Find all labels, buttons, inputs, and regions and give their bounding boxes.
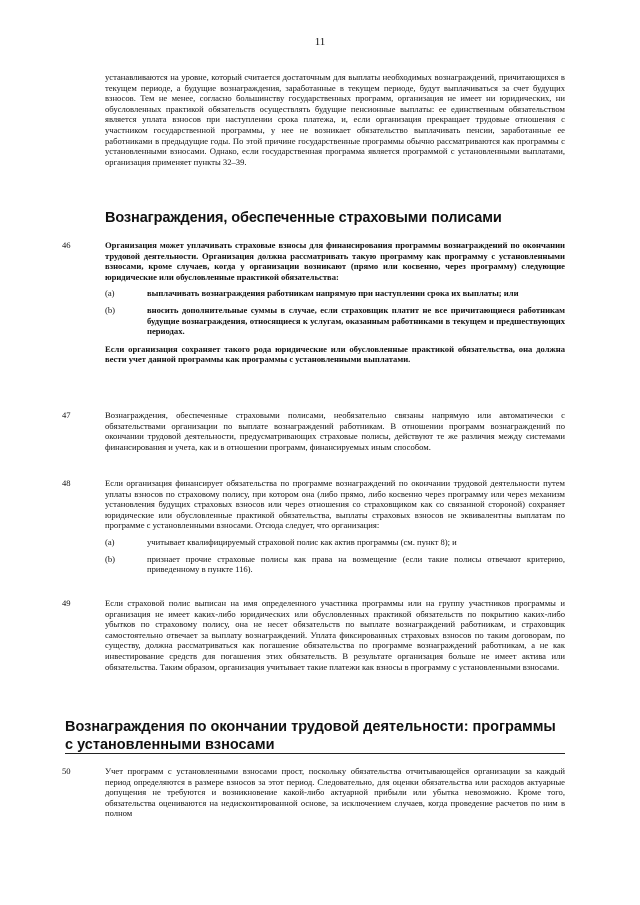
- paragraph-number: 50: [62, 766, 71, 776]
- paragraph-text: Если организация финансирует обязательства по программе вознаграждений по окончании трудовой деятельности путем уплаты взносов по страховому полису, при котором она (либо прямо, либо косвенно через программу или через механизм установления будущих страховых взносов или через отношения со страховщиком как со связанной стороной) сохраняет юридические или обусловленные практикой обязательства, выплаты страховых взносов не эквивалентны выплатам по программе с установленными взносами. Отсюда следует, что организация:: [105, 478, 565, 531]
- paragraph-number: 46: [62, 240, 71, 250]
- paragraph-text: Учет программ с установленными взносами прост, поскольку обязательства отчитывающейся организации за каждый период определяются в размере взносов за этот период. Следовательно, для оценки обязательства или расходов актуарные допущения не требуются и возникновение какой-либо актуарной прибыли или убытка невозможно. Кроме того, обязательства оцениваются на недисконтированной основе, за исключением случаев, когда проведение расчетов по ним в полном: [105, 766, 565, 819]
- paragraph-text: Вознаграждения, обеспеченные страховыми полисами, необязательно связаны напрямую или автоматически с обязательствами организации по выплате вознаграждений работникам. В отношении программ вознаграждений по окончании трудовой деятельности, предусматривающих страховые полисы, действуют те же различия между системами финансирования и учета, как и в отношении программ, финансируемых иным способом.: [105, 410, 565, 452]
- list-item-label: (a): [105, 536, 115, 547]
- list-item-text: учитывает квалифицируемый страховой полис как актив программы (см. пункт 8); и: [147, 536, 457, 547]
- list-item-text: выплачивать вознаграждения работникам напрямую при наступлении срока их выплаты; или: [147, 288, 519, 299]
- paragraph-number: 49: [62, 598, 71, 608]
- list-item-label: (b): [105, 553, 116, 564]
- page-number: 11: [314, 36, 326, 48]
- paragraph-49: [62, 598, 565, 672]
- paragraph-48: [62, 478, 565, 575]
- paragraph-conclusion: Если организация сохраняет такого рода юридические или обусловленные практикой обязательства, она должна вести учет данной программы как программы с установленными выплатами.: [105, 343, 565, 365]
- paragraph-number: 47: [62, 410, 71, 420]
- heading-underline: [65, 753, 565, 754]
- section-heading-defined-contribution: Вознаграждения по окончании трудовой деятельности: программы с установленными взносами: [65, 719, 556, 753]
- paragraph-47: [62, 410, 565, 452]
- list-item-text: вносить дополнительные суммы в случае, если страховщик платит не все причитающиеся работникам будущие вознаграждения, относящиеся к услугам, оказанным работниками в текущем и предшествующих периодах.: [147, 304, 565, 337]
- paragraph-text: Если страховой полис выписан на имя определенного участника программы или на группу участников программы и организация не имеет каких-либо юридических или обусловленных практикой обязательств по покрытию каких-либо убытков по страховому полису, она не несет обязательств по выплате вознаграждений работникам, и страховщик самостоятельно отвечает за выплату вознаграждений. Уплата фиксированных страховых взносов по таким договорам, по существу, должна рассматриваться как погашение обязательства по программе вознаграждений работникам, а не как инвестирование средств для погашения этих обязательств. В результате организация больше не имеет актива или обязательства. Таким образом, организация учитывает такие платежи как взносы в программу с установленными взносами.: [105, 598, 565, 672]
- paragraph-50: [62, 766, 565, 819]
- list-item-label: (a): [105, 288, 115, 299]
- section-heading-insured-benefits: Вознаграждения, обеспеченные страховыми полисами: [105, 210, 502, 226]
- list-item-label: (b): [105, 304, 116, 315]
- paragraph-46: [62, 240, 565, 365]
- list-item: [62, 305, 565, 337]
- intro-paragraph: устанавливаются на уровне, который считается достаточным для выплаты необходимых вознаграждений, причитающихся в текущем периоде, а будущие вознаграждения, заработанные в текущем периоде, будут выплачиваться за счет будущих взносов. Тем не менее, согласно большинству государственных программ, организация не имеет ни юридических, ни обусловленных практикой обязательств осуществлять будущие пенсионные выплаты: ее единственным обязательством является уплата взносов при наступлении срока платежа, и, если организация прекращает трудовые отношения с участником государственной программы, у нее не возникает обязательство выплачивать пенсии, заработанные ее работниками в предыдущие годы. По этой причине государственные программы обычно рассматриваются как программы с установленными взносами. Однако, если государственная программа является программой с установленными выплатами, организация применяет пункты 32–39.: [105, 72, 565, 167]
- list-item: [62, 288, 565, 299]
- list-item: [62, 537, 565, 548]
- list-item-text: признает прочие страховые полисы как права на возмещение (если такие полисы отвечают критерию, приведенному в пункте 116).: [147, 553, 565, 575]
- list-item: [62, 554, 565, 575]
- paragraph-number: 48: [62, 478, 71, 488]
- paragraph-text: Организация может уплачивать страховые взносы для финансирования программы вознаграждений по окончании трудовой деятельности. Организация должна рассматривать такую программу как программу с установленными взносами, кроме случаев, когда у организации возникают (прямо или косвенно, через программу) следующие юридические или обусловленные практикой обязательства:: [105, 240, 565, 282]
